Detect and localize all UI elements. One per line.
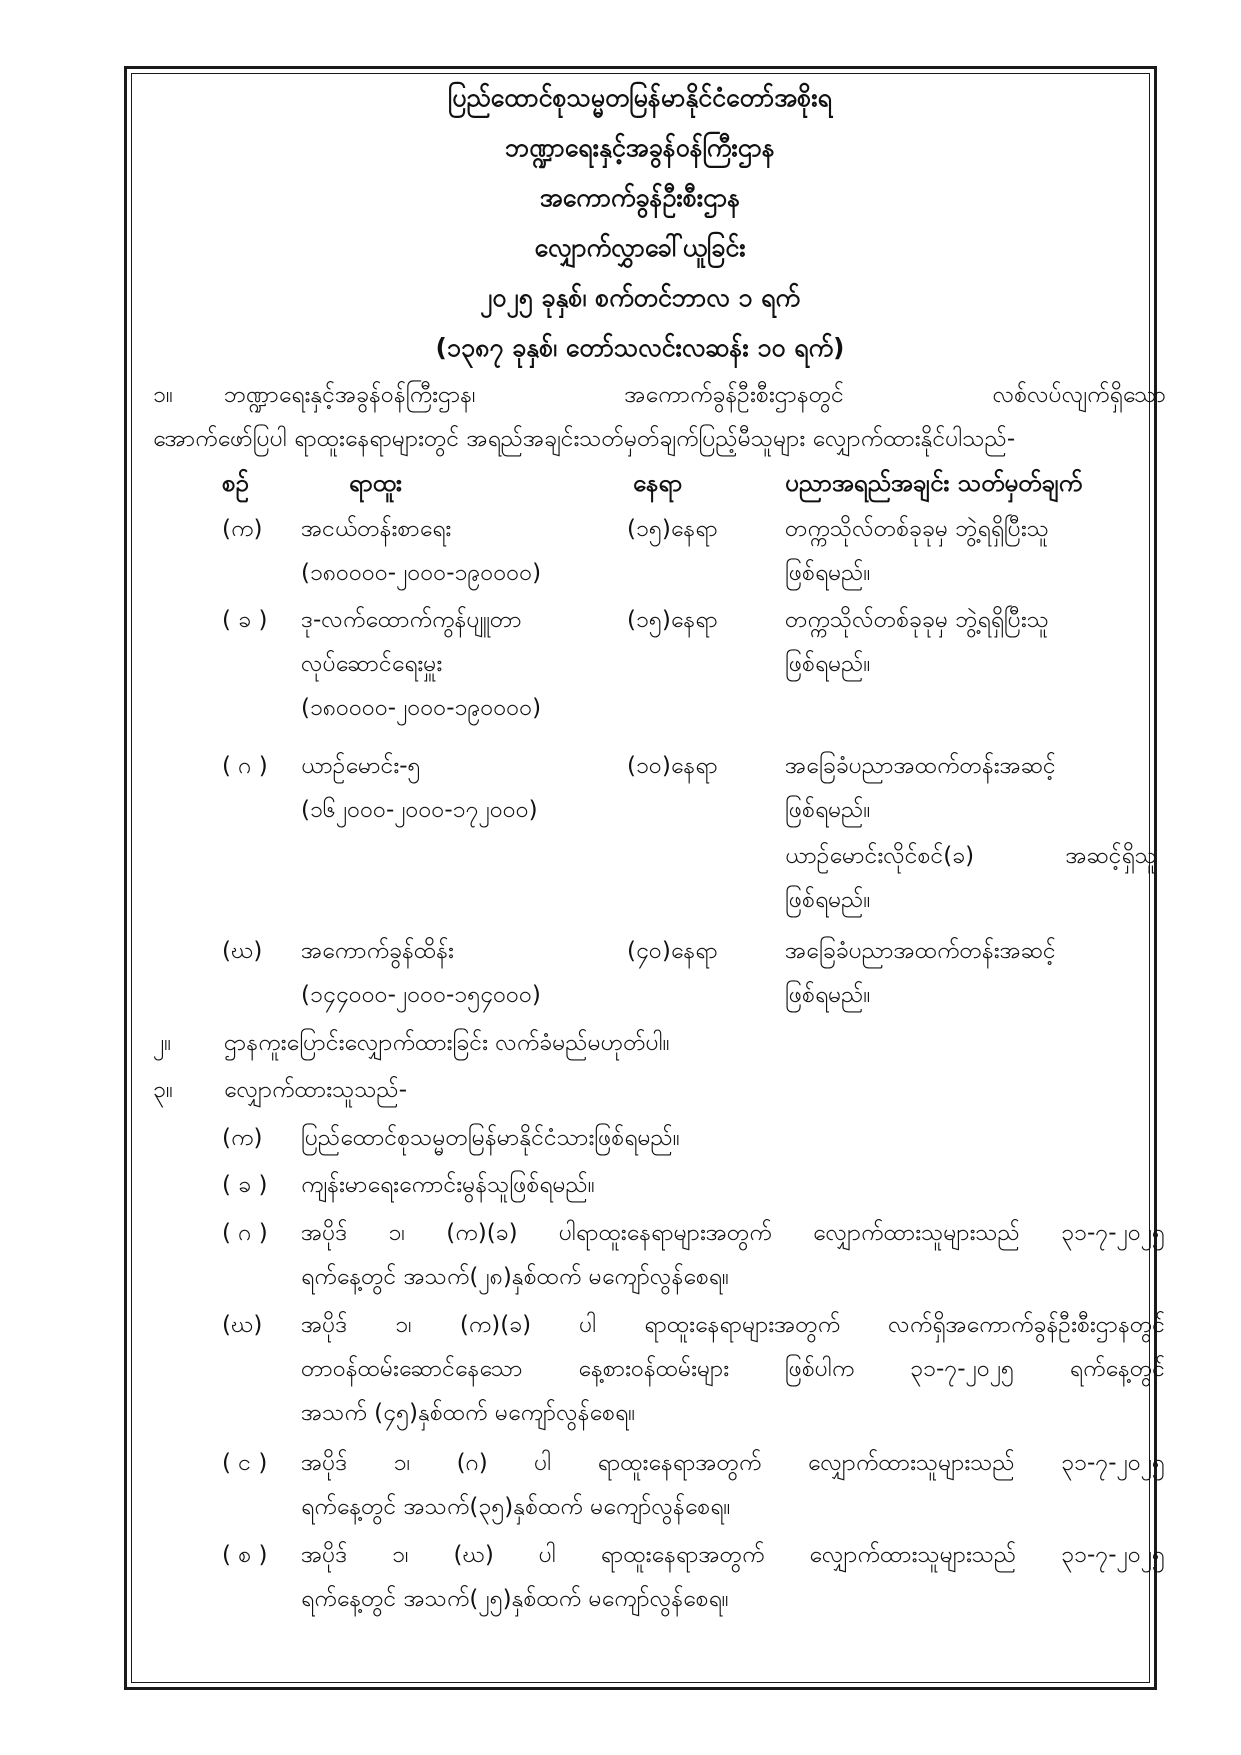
list-item-text-cont: အသက် (၄၅)နှစ်ထက် မကျော်လွန်စေရ။	[301, 1400, 636, 1426]
section-3-intro: လျှောက်ထားသူသည်-	[224, 1077, 408, 1103]
list-item-text-cont: ရက်နေ့တွင် အသက်(၂၈)နှစ်ထက် မကျော်လွန်စေရ။	[301, 1264, 729, 1290]
table-row-position: ဒု-လက်ထောက်ကွန်ပျူတာ	[301, 607, 522, 633]
table-row-position: ယာဉ်မောင်း-၅	[301, 753, 421, 779]
table-row-salary: (၁၈၀၀၀၀-၂၀၀၀-၁၉၀၀၀၀)	[301, 695, 542, 721]
table-row-vacancies: (၄၀)နေရာ	[627, 938, 718, 964]
table-row-qualification: အခြေခံပညာအထက်တန်းအဆင့်	[785, 753, 1056, 779]
list-item-text-cont: ရက်နေ့တွင် အသက်(၂၅)နှစ်ထက် မကျော်လွန်စေရ။	[301, 1586, 729, 1612]
table-row-position: အငယ်တန်းစာရေး	[301, 516, 452, 542]
table-row-license-requirement-cont: ဖြစ်ရမည်။	[785, 887, 871, 913]
table-header-position: ရာထူး	[349, 469, 402, 497]
page-title: လျှောက်လွှာခေါ်ယူခြင်း	[534, 233, 746, 262]
table-header-no: စဉ်	[222, 469, 249, 497]
list-item-text: ကျန်းမာရေးကောင်းမွန်သူဖြစ်ရမည်။	[301, 1172, 595, 1198]
section-2-text: ဌာနကူးပြောင်းလျှောက်ထားခြင်း လက်ခံမည်မဟုတ်ပါ။	[224, 1030, 670, 1056]
table-header-vacancies: နေရာ	[633, 469, 683, 497]
list-item-text-cont: ရက်နေ့တွင် အသက်(၃၅)နှစ်ထက် မကျော်လွန်စေရ။	[301, 1494, 731, 1520]
list-item-label: (က)	[222, 1125, 263, 1151]
table-row-vacancies: (၁၅)နေရာ	[627, 607, 718, 633]
table-row-qualification-cont: ဖြစ်ရမည်။	[785, 982, 871, 1008]
table-row-position-cont: လုပ်ဆောင်ရေးမှူး	[301, 651, 443, 677]
section-1-number: ၁။	[153, 382, 173, 408]
header-myanmar-date: (၁၃၈၇ ခုနှစ်၊ တော်သလင်းလဆန်း ၁၀ ရက်)	[435, 333, 845, 362]
table-row-qualification-cont: ဖြစ်ရမည်။	[785, 797, 871, 823]
table-row-qualification: တက္ကသိုလ်တစ်ခုခုမှ ဘွဲ့ရရှိပြီးသူ	[785, 607, 1049, 633]
list-item-text-cont: တာဝန်ထမ်းဆောင်နေသော နေ့စားဝန်ထမ်းများ ဖြစ်ပါက ၃၁-၇-၂၀၂၅ ရက်နေ့တွင်	[301, 1356, 1165, 1382]
section-3-number: ၃။	[153, 1077, 173, 1103]
table-row-salary: (၁၈၀၀၀၀-၂၀၀၀-၁၉၀၀၀၀)	[301, 560, 542, 586]
table-row-qualification: အခြေခံပညာအထက်တန်းအဆင့်	[785, 938, 1056, 964]
table-row-position: အကောက်ခွန်ထိန်း	[301, 938, 454, 964]
table-row-vacancies: (၁၀)နေရာ	[627, 753, 718, 779]
table-row-salary: (၁၄၄၀၀၀-၂၀၀၀-၁၅၄၀၀၀)	[301, 982, 541, 1008]
list-item-label: ( ခ )	[222, 1172, 268, 1198]
header-government: ပြည်ထောင်စုသမ္မတမြန်မာနိုင်ငံတော်အစိုးရ	[448, 83, 832, 112]
list-item-text: အပိုဒ် ၁၊ (က)(ခ) ပါရာထူးနေရာများအတွက် လျှောက်ထားသူများသည် ၃၁-၇-၂၀၂၅	[301, 1220, 1165, 1246]
table-row-salary: (၁၆၂၀၀၀-၂၀၀၀-၁၇၂၀၀၀)	[301, 797, 538, 823]
table-row-label: (က)	[222, 516, 263, 542]
list-item-text: ပြည်ထောင်စုသမ္မတမြန်မာနိုင်ငံသားဖြစ်ရမည်။	[301, 1125, 680, 1151]
list-item-text: အပိုဒ် ၁၊ (ဃ) ပါ ရာထူးနေရာအတွက် လျှောက်ထားသူများသည် ၃၁-၇-၂၀၂၅	[301, 1542, 1165, 1568]
header-ministry: ဘဏ္ဍာရေးနှင့်အခွန်ဝန်ကြီးဌာန	[505, 133, 775, 162]
list-item-text: အပိုဒ် ၁၊ (ဂ) ပါ ရာထူးနေရာအတွက် လျှောက်ထားသူများသည် ၃၁-၇-၂၀၂၅	[301, 1450, 1165, 1476]
section-1-intro-line1: ဘဏ္ဍာရေးနှင့်အခွန်ဝန်ကြီးဌာန၊ အကောက်ခွန်ဦးစီးဌာနတွင် လစ်လပ်လျက်ရှိသော	[224, 382, 1166, 408]
table-row-label: (ဃ)	[222, 938, 263, 964]
list-item-label: ( င )	[222, 1450, 268, 1476]
section-2-number: ၂။	[153, 1030, 172, 1056]
table-row-qualification: တက္ကသိုလ်တစ်ခုခုမှ ဘွဲ့ရရှိပြီးသူ	[785, 516, 1049, 542]
section-1-intro-line2: အောက်ဖော်ပြပါ ရာထူးနေရာများတွင် အရည်အချင်းသတ်မှတ်ချက်ပြည့်မီသူများ လျှောက်ထားနိုင်ပါသည်-	[153, 426, 1016, 452]
header-date: ၂၀၂၅ ခုနှစ်၊ စက်တင်ဘာလ ၁ ရက်	[480, 283, 800, 312]
table-row-qualification-cont: ဖြစ်ရမည်။	[785, 560, 871, 586]
table-row-vacancies: (၁၅)နေရာ	[627, 516, 718, 542]
table-row-label: ( ဂ )	[222, 753, 268, 779]
list-item-label: ( စ )	[222, 1542, 268, 1568]
table-header-qualification: ပညာအရည်အချင်း သတ်မှတ်ချက်	[785, 469, 1083, 497]
list-item-label: ( ဂ )	[222, 1220, 268, 1246]
list-item-text: အပိုဒ် ၁၊ (က)(ခ) ပါ ရာထူးနေရာများအတွက် လက်ရှိအကောက်ခွန်ဦးစီးဌာနတွင်	[301, 1312, 1165, 1338]
table-row-qualification-cont: ဖြစ်ရမည်။	[785, 651, 871, 677]
table-row-label: ( ခ )	[222, 607, 268, 633]
header-department: အကောက်ခွန်ဦးစီးဌာန	[539, 183, 741, 212]
table-row-license-requirement: ယာဉ်မောင်းလိုင်စင်(ခ) အဆင့်ရှိသူ	[785, 843, 1157, 869]
list-item-label: (ဃ)	[222, 1312, 263, 1338]
